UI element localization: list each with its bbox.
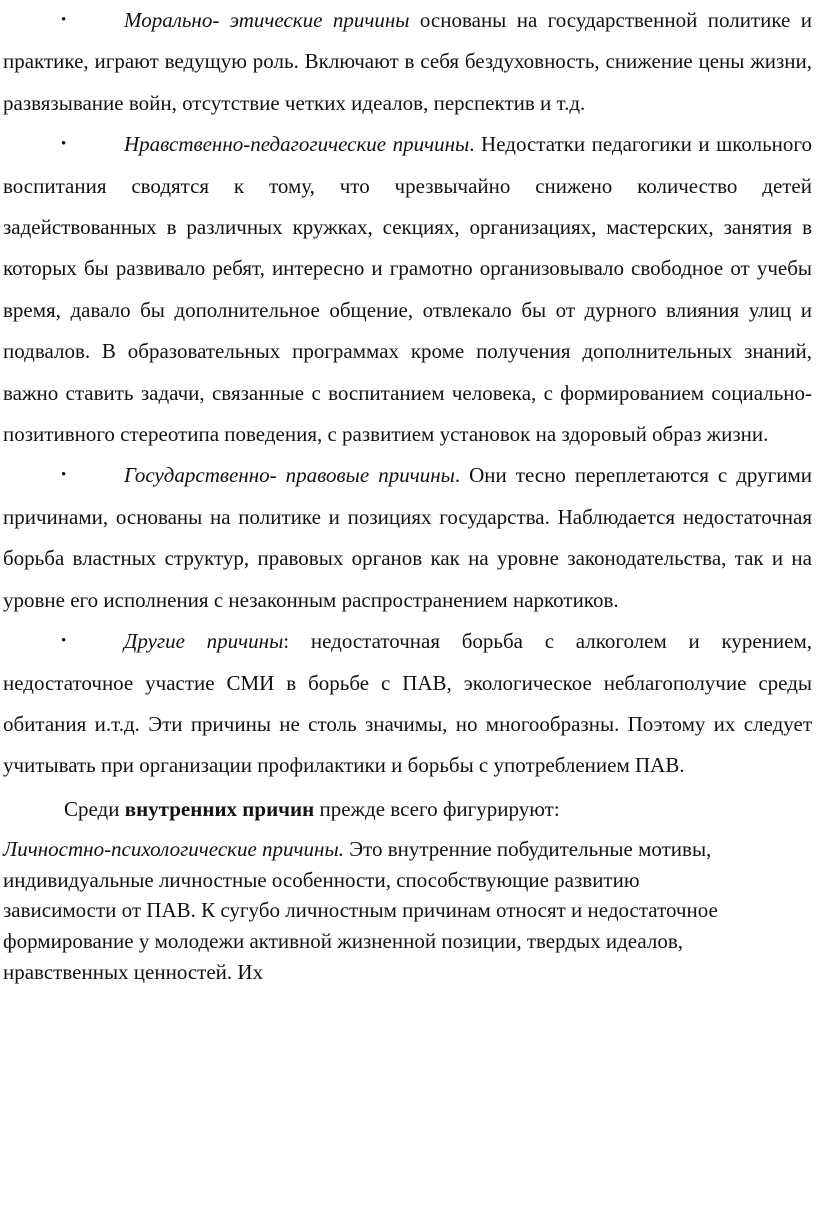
bullet-icon: • bbox=[61, 467, 67, 484]
paragraph-other-reasons bbox=[3, 621, 812, 787]
bullet-icon: • bbox=[61, 633, 67, 650]
paragraph-title: Нравственно-педагогические причины bbox=[124, 132, 470, 157]
paragraph-title: Государственно- правовые причины bbox=[124, 463, 455, 488]
intro-text-after: прежде всего фигурируют: bbox=[314, 796, 560, 821]
paragraph-text: : недостаточная борьба с алкоголем и курением, недостаточное участие СМИ в борьбе с ПАВ, экологическое неблагополучие среды обитания и.т.д. Эти причины не столь значимы, но многообразны. Поэтому их следует учитывать при организации профилактики и борьбы с употреблением ПАВ. bbox=[3, 629, 813, 778]
intro-bold-term: внутренних причин bbox=[124, 796, 315, 821]
paragraph-text: Это внутренние побудительные мотивы, индивидуальные личностные особенности, способствующие развитию зависимости от ПАВ. К сугубо личностным причинам относят и недостаточное формирование у молодежи активной жизненной позиции, твердых идеалов, нравственных ценностей. Их bbox=[3, 837, 718, 984]
bullet-icon: • bbox=[61, 136, 67, 153]
paragraph-title: Другие причины bbox=[124, 629, 284, 654]
paragraph-text: . Они тесно переплетаются с другими причинами, основаны на политике и позициях государства. Наблюдается недостаточная борьба властных структур, правовых органов как на уровне законодательства, так и на уровне его исполнения с незаконным распространением наркотиков. bbox=[3, 463, 813, 612]
paragraph-text: основаны на государственной политике и практике, играют ведущую роль. Включают в себя бездуховность, снижение цены жизни, развязывание войн, отсутствие четких идеалов, перспектив и т.д. bbox=[3, 8, 812, 115]
paragraph-text: . Недостатки педагогики и школьного воспитания сводятся к тому, что чрезвычайно снижено количество детей задействованных в различных кружках, секциях, организациях, мастерских, занятия в которых бы развивало ребят, интересно и грамотно организовывало свободное от учебы время, давало бы дополнительное общение, отвлекало бы от дурного влияния улиц и подвалов. В образовательных программах кроме получения дополнительных знаний, важно ставить задачи, связанные с воспитанием человека, с формированием социально-позитивного стереотипа поведения, с развитием установок на здоровый образ жизни. bbox=[3, 132, 813, 447]
bullet-icon: • bbox=[61, 12, 67, 28]
paragraph-moral-pedagogical bbox=[3, 124, 812, 455]
intro-text-before: Среди bbox=[64, 796, 125, 821]
paragraph-personal-psychological bbox=[3, 834, 812, 987]
paragraph-moral-ethical bbox=[3, 0, 812, 124]
paragraph-title: Морально- этические причины bbox=[124, 8, 410, 32]
paragraph-state-legal bbox=[3, 455, 812, 621]
paragraph-title: Личностно-психологические причины. bbox=[3, 837, 344, 862]
paragraph-internal-intro bbox=[3, 789, 812, 830]
